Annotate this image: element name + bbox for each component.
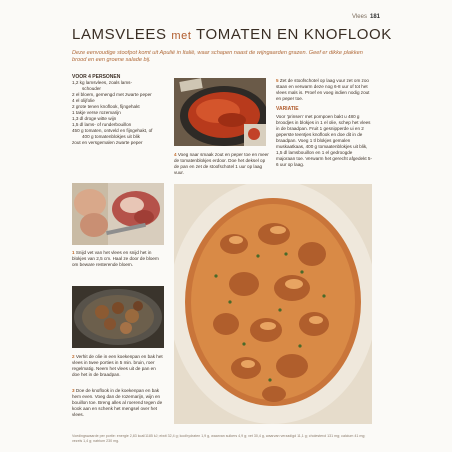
browning-meat-photo [72, 286, 164, 348]
ingredient-item: 2 el bloem, gemengd met zwarte peper [72, 92, 152, 97]
step-4: 4 Voeg naar smaak zout en peper toe en meer de tomatenblokjes erdoor. Doe het deksel op de pan en zet de stoofschotel 1 uur op laag vuur. [174, 152, 269, 175]
recipe-intro: Deze eenvoudige stoofpot komt uit Apulië in Italië, waar schapen naast de wijngaarden grazen. Geef er dikke plakken brood en een groene salade bij. [72, 50, 363, 63]
variation-text: Voor 'prinsen' met pompoen bakt u 480 g broodjes in blokjes in 1 el olie, schep het vlees in de braadpan. Fruit 1 gesnipperde ui en 2 geperste teentjes knoflook en doe dit in de braadpan. Voeg 1 tl blokjes gemalen muskaatkaas, 400 g tomaatenblokjes uit blik, 1,5 dl lamsbouillon en 1 el gedroogde majoraan toe. Verwarm het gerecht afgedekt 5-6 uur op laag. [276, 114, 373, 167]
nutrition-footer: Voedingswaarde per portie: energie 2,83 kcal/1185 kJ; eiwit 32,4 g; koolhydraten 1,9 g, waarvan suikers 4,9 g; vet 30,4 g, waarvan verzadigd 11,1 g; cholesterol 131 mg; calcium 41 mg; vezels 1,4 g; natrium 230 mg. [72, 434, 366, 443]
running-header [352, 14, 380, 20]
cutting-meat-photo [72, 183, 164, 245]
section-name: Vlees [351, 14, 367, 20]
variation-heading: VARIATIE [276, 106, 299, 112]
servings-heading: VOOR 4 PERSONEN [72, 74, 121, 80]
ingredient-item: 1,2 kg lamsvlees, zoals lams- [72, 80, 132, 85]
step-3: 3 Doe de knoflook in de koekenpan en bak hem even. Voeg dan de rozemarijn, wijn en bouillon toe. Breng alles al roerend tegen de kook aan en schenk het mengsel over het vlees. [72, 388, 163, 417]
ingredient-item: 1,3 dl droge witte wijn [72, 116, 117, 121]
ingredients-list [72, 74, 166, 146]
ingredient-item: 4 el olijfolie [72, 98, 95, 103]
page-number: 181 [369, 14, 380, 20]
ingredient-item: zout en versgemalen zwarte peper [72, 140, 143, 145]
ingredient-item: 400 g tomatenblokjes uit blik [82, 134, 140, 139]
step-1: 1 Snijd vet van het vlees en snijd het in blokjes van 2,5 cm. Haal ze door de bloem om beware resterende bloem. [72, 250, 159, 267]
ingredient-item: 1 takje verse rozemarijn [72, 110, 121, 115]
ingredient-item: 2 grote tenen knoflook, fijngehakt [72, 104, 140, 109]
ingredient-item: 450 g tomaten, ontveld en fijngehakt, of [72, 128, 153, 133]
ingredient-item: schouder [82, 86, 101, 91]
step-5: 5 Zet de stoofschotel op laag vuur zet om zoo staan en verwarm deze nog 6-8 uur of tot het vlees mals is. Proef en voeg indien nodig zout en peper toe. VARIATIE Voor 'prinsen' met pompoen bakt u 480 g broodjes in blokjes in 1 el olie, schep het vlees in de braadpan. Fruit 1 gesnipperde ui en 2 geperste teentjes knoflook en doe dit in de braadpan. Voeg 1 tl blokjes gemalen muskaatkaas, 400 g tomaatenblokjes uit blik, 1,5 dl lamsbouillon en 1 el gedroogde majoraan toe. Verwarm het gerecht afgedekt 5-6 uur op laag. [276, 78, 373, 167]
tomato-sauce-photo [174, 78, 266, 146]
lamb-stew-photo [174, 184, 372, 424]
recipe-title: LAMSVLEES met TOMATEN EN KNOFLOOK [72, 26, 392, 43]
ingredient-item: 1,5 dl lams- of runderbouillon [72, 122, 132, 127]
step-2: 2 Verhit de olie in een koekenpan en bak het vlees in twee porties in 5 min. bruin, roer regelmatig. Neem het vlees uit de pan en doe het in de braadpan. [72, 354, 163, 377]
